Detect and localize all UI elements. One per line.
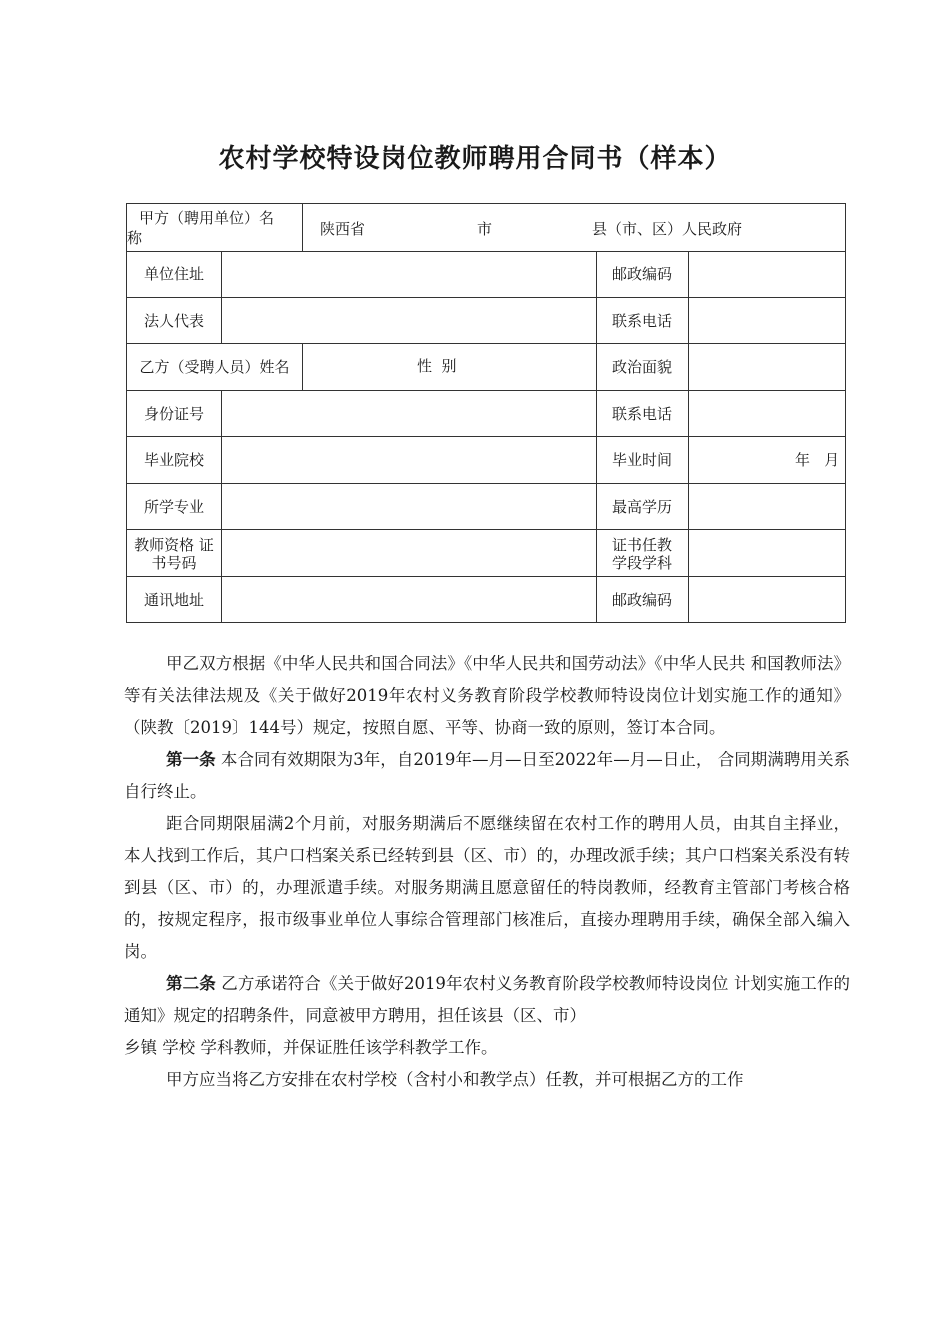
cert-subject-line2: 学段学科	[611, 554, 672, 572]
party-a-label	[127, 208, 302, 248]
cert-number-line2: 书号码	[151, 554, 197, 572]
expiry-paragraph: 距合同期限届满2个月前，对服务期满后不愿继续留在农村工作的聘用人员，由其自主择业，本人找到工作后，其户口档案关系已经转到县（区、市）的，办理改派手续；其户口档案关系没有转到县（区、市）的，办理派遣手续。对服务期满且愿意留任的特岗教师，经教育主管部门考核合格的，按规定程序，报市级事业单位人事综合管理部门核准后，直接办理聘用手续，确保全部入编入岗。	[124, 814, 850, 961]
legal-rep-label: 法人代表	[143, 312, 204, 330]
row-divider	[127, 576, 845, 577]
cert-number-line1: 教师资格 证	[134, 536, 214, 554]
province-text: 陕西省	[320, 220, 366, 238]
phone-label-2: 联系电话	[611, 405, 672, 423]
row-divider	[127, 343, 845, 344]
party-a-label-line1: 甲方（聘用单位）名	[139, 209, 275, 227]
article-1-text: 本合同有效期限为3年，自2019年—月—日至2022年—月—日止， 合同期满聘用关系自行终止。	[124, 750, 850, 801]
unit-address-label: 单位住址	[143, 265, 204, 283]
col-divider	[688, 251, 689, 623]
city-text: 市	[477, 220, 493, 238]
row-divider	[127, 297, 845, 298]
page-title: 农村学校特设岗位教师聘用合同书（样本）	[218, 144, 732, 174]
placement-paragraph: 甲方应当将乙方安排在农村学校（含村小和教学点）任教，并可根据乙方的工作	[166, 1070, 744, 1089]
row-divider	[127, 251, 845, 252]
cert-subject-label	[596, 536, 688, 572]
graduate-school-label: 毕业院校	[143, 451, 204, 469]
article-1-label: 第一条	[166, 750, 216, 769]
article-2-paragraph	[124, 968, 850, 1032]
postal-code-label-2: 邮政编码	[611, 591, 672, 609]
intro-paragraph: 甲乙双方根据《中华人民共和国合同法》《中华人民共和国劳动法》《中华人民共 和国教师法》等有关法律法规及《关于做好2019年农村义务教育阶段学校教师特设岗位计划实施工作的通知》（陕教〔2019〕144号）规定，按照自愿、平等、协商一致的原则，签订本合同。	[124, 654, 850, 737]
school-assignment-line: 乡镇 学校 学科教师，并保证胜任该学科教学工作。	[124, 1038, 498, 1057]
county-text: 县（市、区）人民政府	[592, 220, 743, 238]
phone-label: 联系电话	[611, 312, 672, 330]
row-divider	[127, 436, 845, 437]
postal-code-label: 邮政编码	[611, 265, 672, 283]
cert-number-label	[127, 536, 221, 572]
article-1-paragraph	[124, 744, 850, 808]
year-month-text: 年 月	[795, 451, 840, 469]
contract-info-table	[126, 203, 846, 623]
col-divider	[302, 343, 303, 390]
major-label: 所学专业	[143, 498, 204, 516]
article-2-label: 第二条	[166, 974, 216, 993]
highest-degree-label: 最高学历	[611, 498, 672, 516]
article-2-text: 乙方承诺符合《关于做好2019年农村义务教育阶段学校教师特设岗位 计划实施工作的通知》规定的招聘条件，同意被甲方聘用，担任该县（区、市）	[124, 974, 851, 1025]
party-b-name-label: 乙方（受聘人员）姓名	[139, 358, 290, 376]
row-divider	[127, 390, 845, 391]
contract-body	[124, 648, 850, 1096]
gender-label: 性 别	[417, 357, 457, 375]
mailing-address-label: 通讯地址	[143, 591, 204, 609]
row-divider	[127, 529, 845, 530]
col-divider	[302, 204, 303, 251]
party-a-label-line2: 称	[127, 229, 143, 247]
col-divider	[221, 390, 222, 623]
political-status-label: 政治面貌	[611, 358, 672, 376]
id-number-label: 身份证号	[143, 405, 204, 423]
row-divider	[127, 483, 845, 484]
cert-subject-line1: 证书任教	[611, 536, 672, 554]
col-divider	[221, 251, 222, 343]
graduation-time-label: 毕业时间	[611, 451, 672, 469]
